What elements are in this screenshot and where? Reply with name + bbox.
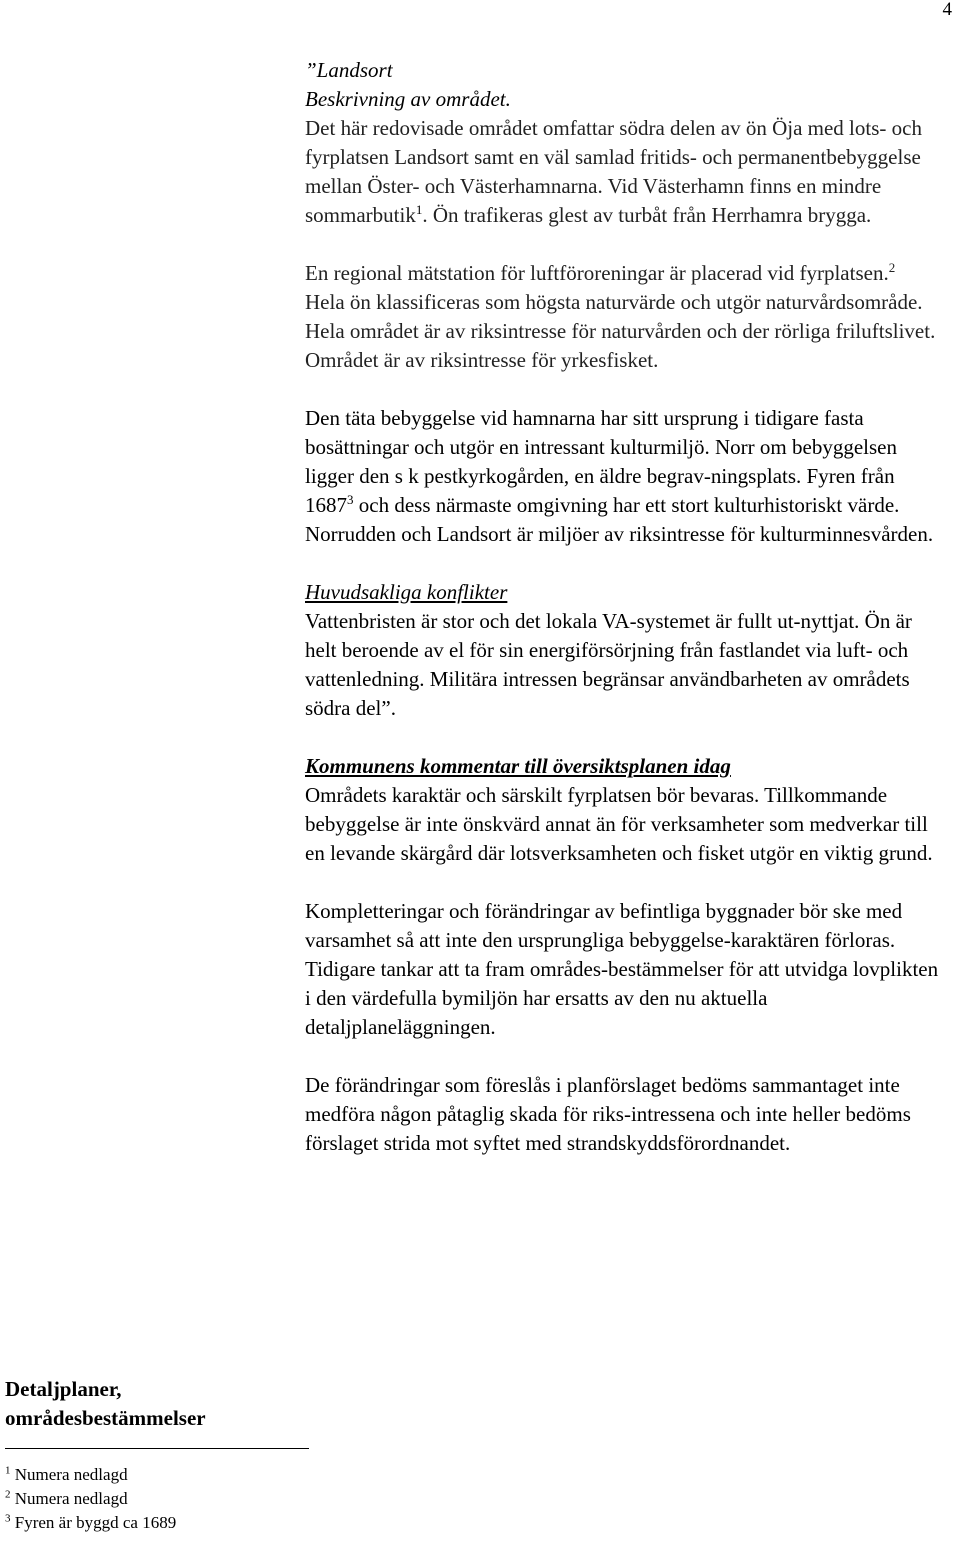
paragraph-cultural-text-cont: och dess närmaste omgivning har ett stort kulturhistoriskt värde. Norrudden och Landsort är miljöer av riksintresse för kulturminnesvården.	[305, 493, 934, 546]
conflicts-heading: Huvudsakliga konflikter	[305, 580, 508, 604]
conflicts-text: Vattenbristen är stor och det lokala VA-systemet är fullt ut-nyttjat. Ön är helt beroende av el för sin energiförsörjning från fastlandet via luft- och vattenledning. Militära intressen begränsar användbarheten av områdets södra del”.	[305, 609, 912, 720]
footnote	[5, 1511, 176, 1535]
footnote-text: Numera nedlagd	[14, 1489, 128, 1508]
paragraph-air-quality-text: En regional mätstation för luftföroreningar är placerad vid fyrplatsen.	[305, 261, 889, 285]
paragraph-cultural-text: Den täta bebyggelse vid hamnarna har sitt ursprung i tidigare fasta bosättningar och utgör en intressant kulturmiljö. Norr om bebyggelsen ligger den s k pestkyrkogården, en äldre begrav-ningsplats. Fyren från 1687	[305, 406, 897, 517]
footnote	[5, 1463, 176, 1487]
paragraph-additions: Kompletteringar och förändringar av befintliga byggnader bör ske med varsamhet så att inte den ursprungliga bebyggelse-karaktären förloras. Tidigare tankar att ta fram områdes-bestämmelser för att utvidga lovplikten i den värdefulla bymiljön har ersatts av den nu aktuella detaljplaneläggningen.	[305, 899, 939, 1039]
footnote-number: 1	[5, 1464, 11, 1477]
margin-heading	[5, 1375, 295, 1433]
paragraph-description-text-cont: . Ön trafikeras glest av turbåt från Herrhamra brygga.	[422, 203, 872, 227]
footnote-number: 3	[5, 1512, 11, 1525]
footnote-separator	[5, 1448, 309, 1449]
paragraph-air-quality	[305, 259, 945, 375]
comment-heading: Kommunens kommentar till översiktsplanen idag	[305, 754, 731, 778]
section-title: ”Landsort	[305, 58, 393, 82]
footnote-number: 2	[5, 1488, 11, 1501]
paragraph-description-text: Det här redovisade området omfattar södra delen av ön Öja med lots- och fyrplatsen Landsort samt en väl samlad fritids- och permanentbebyggelse mellan Öster- och Västerhamnarna. Vid Västerhamn finns en mindre sommarbutik	[305, 116, 922, 227]
page-number: 4	[942, 0, 952, 20]
footnote-ref-2: 2	[888, 260, 896, 275]
paragraph-conclusion: De förändringar som föreslås i planförslaget bedöms sammantaget inte medföra någon påtaglig skada för riks-intressena och inte heller bedöms förslaget strida mot syftet med strandskyddsförordnandet.	[305, 1073, 911, 1155]
footnote-text: Fyren är byggd ca 1689	[14, 1513, 177, 1532]
main-text-column	[305, 56, 945, 1158]
paragraph-cultural-environment	[305, 404, 945, 549]
footnotes	[5, 1463, 176, 1535]
footnote-ref-3: 3	[347, 492, 354, 507]
footnote-text: Numera nedlagd	[14, 1465, 128, 1484]
comment-text: Områdets karaktär och särskilt fyrplatsen bör bevaras. Tillkommande bebyggelse är inte önskvärd annat än för verksamheter som medverkar till en levande skärgård där lotsverksamheten och fisket utgör en viktig grund.	[305, 783, 933, 865]
paragraph-description	[305, 114, 945, 230]
footnote	[5, 1487, 176, 1511]
margin-heading-line-1: Detaljplaner,	[5, 1377, 122, 1401]
paragraph-nature-value-text: Hela ön klassificeras som högsta naturvärde och utgör naturvårdsområde. Hela området är av riksintresse för naturvården och der rörliga friluftslivet. Området är av riksintresse för yrkesfisket.	[305, 290, 936, 372]
margin-heading-line-2: områdesbestämmelser	[5, 1406, 206, 1430]
footnote-ref-1: 1	[415, 202, 423, 217]
section-subtitle: Beskrivning av området.	[305, 87, 511, 111]
